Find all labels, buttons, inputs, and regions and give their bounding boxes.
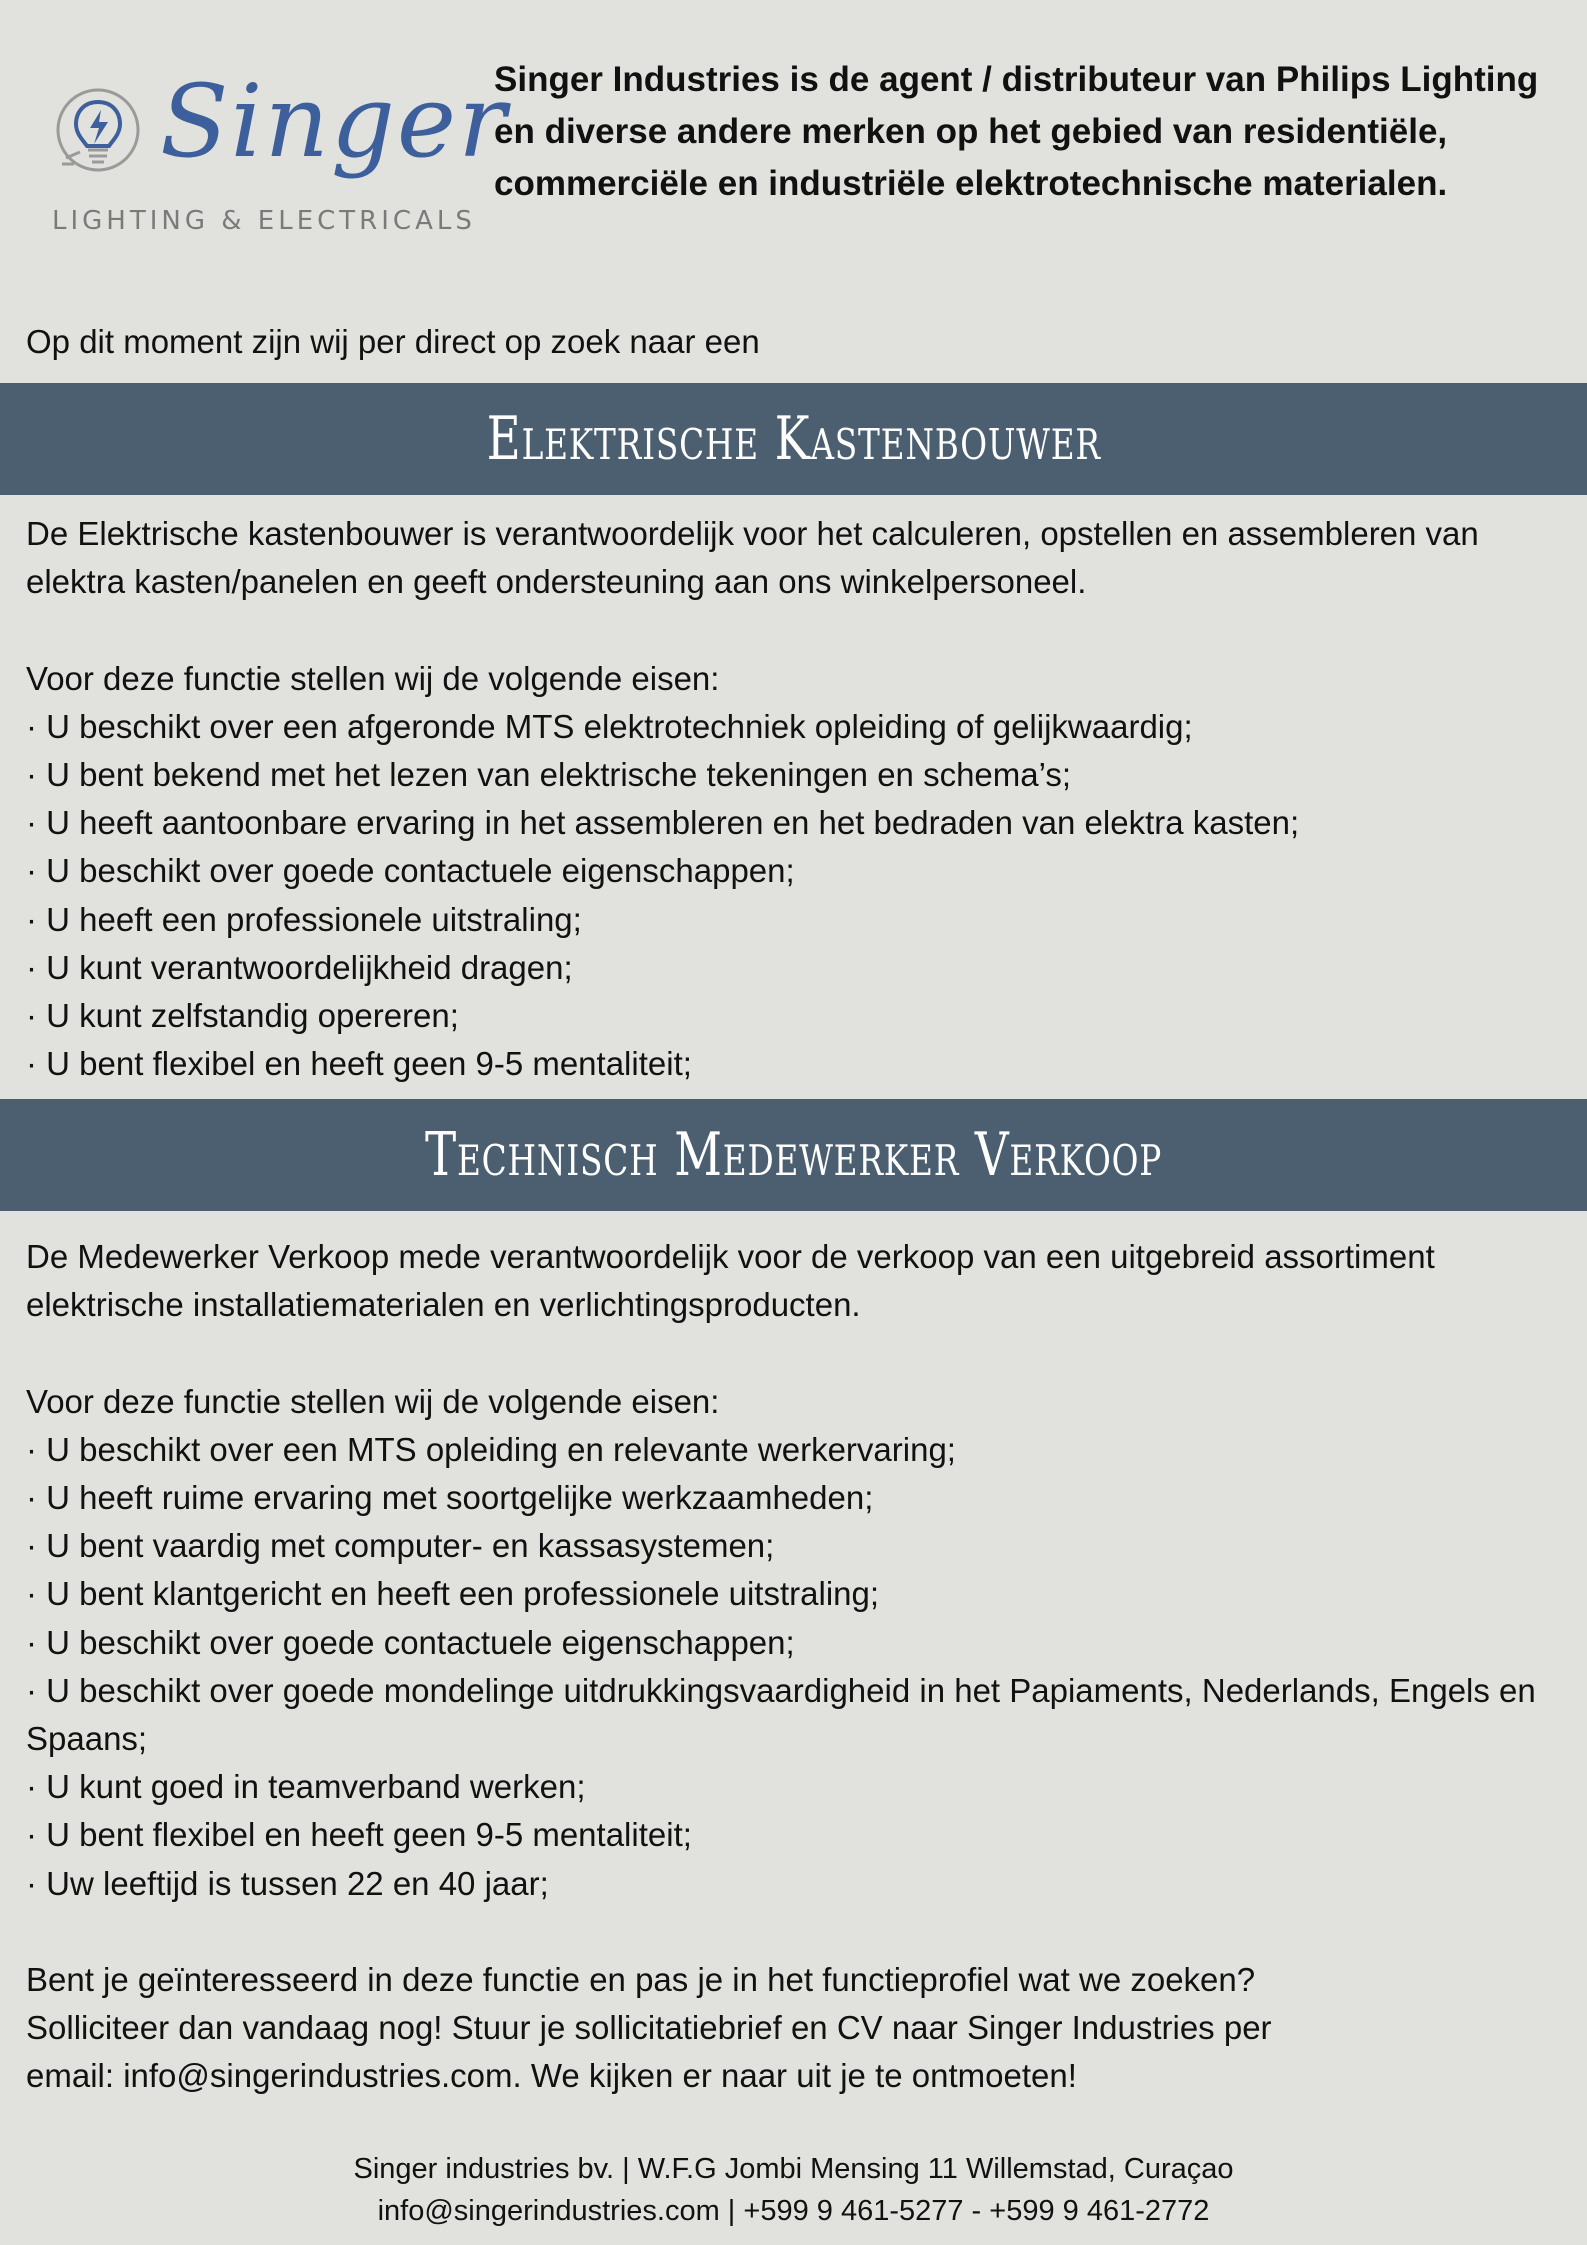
job-description: De Medewerker Verkoop mede verantwoordelijk voor de verkoop van een uitgebreid assortiment elektrische installatiematerialen en verlichtingsproducten.	[26, 1238, 1435, 1324]
footer-address: Singer industries bv. | W.F.G Jombi Mensing 11 Willemstad, Curaçao	[353, 2153, 1234, 2185]
page-footer	[0, 2148, 1587, 2232]
requirement-item: · U kunt goed in teamverband werken;	[26, 1763, 1566, 1811]
page-header	[0, 0, 1587, 300]
company-intro: Singer Industries is de agent / distributeur van Philips Lighting en diverse andere merken op het gebied van residentiële, commerciële en industriële elektrotechnische materialen.	[494, 60, 1539, 203]
job-section-kastenbouwer	[26, 510, 1566, 1088]
requirement-item: · U bent vaardig met computer- en kassasystemen;	[26, 1522, 1566, 1570]
requirement-item: · U bent bekend met het lezen van elektrische tekeningen en schema’s;	[26, 751, 1566, 799]
requirement-item: · U heeft ruime ervaring met soortgelijke werkzaamheden;	[26, 1474, 1566, 1522]
requirement-item: · U kunt zelfstandig opereren;	[26, 992, 1566, 1040]
requirement-item: · U beschikt over een afgeronde MTS elektrotechniek opleiding of gelijkwaardig;	[26, 703, 1566, 751]
requirement-item: · U heeft aantoonbare ervaring in het assembleren en het bedraden van elektra kasten;	[26, 799, 1566, 847]
requirements-intro: Voor deze functie stellen wij de volgende eisen:	[26, 1382, 720, 1420]
job-title-banner-kastenbouwer	[0, 383, 1587, 495]
requirement-item: · U kunt verantwoordelijkheid dragen;	[26, 944, 1566, 992]
closing-line: Bent je geïnteresseerd in deze functie en pas je in het functieprofiel wat we zoeken?	[26, 1961, 1256, 1998]
requirement-item: · U heeft een professionele uitstraling;	[26, 896, 1566, 944]
job-title: Technisch Medewerker Verkoop	[424, 1120, 1163, 1190]
requirement-item: · U beschikt over goede mondelinge uitdrukkingsvaardigheid in het Papiaments, Nederlands, Engels en Spaans;	[26, 1667, 1566, 1763]
requirement-item: · Uw leeftijd is tussen 22 en 40 jaar;	[26, 1860, 1566, 1908]
requirement-item: · U beschikt over goede contactuele eigenschappen;	[26, 847, 1566, 895]
spacer	[26, 606, 1566, 654]
company-logo	[48, 63, 508, 240]
lead-text: Op dit moment zijn wij per direct op zoek naar een	[26, 323, 760, 360]
requirement-item: · U beschikt over een MTS opleiding en relevante werkervaring;	[26, 1426, 1566, 1474]
requirement-item: · U bent klantgericht en heeft een professionele uitstraling;	[26, 1570, 1566, 1618]
job-section-verkoop	[26, 1233, 1566, 1908]
requirements-intro: Voor deze functie stellen wij de volgende eisen:	[26, 659, 720, 697]
job-title-banner-verkoop	[0, 1099, 1587, 1211]
closing-line: Solliciteer dan vandaag nog! Stuur je sollicitatiebrief en CV naar Singer Industries per	[26, 2009, 1272, 2047]
job-title: Elektrische Kastenbouwer	[486, 404, 1101, 474]
requirement-item: · U bent flexibel en heeft geen 9-5 mentaliteit;	[26, 1811, 1566, 1859]
job-description: De Elektrische kastenbouwer is verantwoordelijk voor het calculeren, opstellen en assembleren van elektra kasten/panelen en geeft ondersteuning aan ons winkelpersoneel.	[26, 515, 1479, 601]
logo-tagline: LIGHTING & ELECTRICALS	[52, 206, 476, 236]
footer-contact: info@singerindustries.com | +599 9 461-5277 - +599 9 461-2772	[377, 2195, 1210, 2227]
requirement-item: · U bent flexibel en heeft geen 9-5 mentaliteit;	[26, 1040, 1566, 1088]
lightbulb-logo-icon	[52, 86, 144, 178]
requirements-list	[26, 1426, 1566, 1908]
logo-wordmark: Singer	[160, 63, 508, 180]
requirements-list	[26, 703, 1566, 1089]
spacer	[26, 1329, 1566, 1377]
requirement-item: · U beschikt over goede contactuele eigenschappen;	[26, 1619, 1566, 1667]
closing-paragraph	[26, 1956, 1566, 2101]
closing-line: email: info@singerindustries.com. We kijken er naar uit je te ontmoeten!	[26, 2057, 1077, 2095]
